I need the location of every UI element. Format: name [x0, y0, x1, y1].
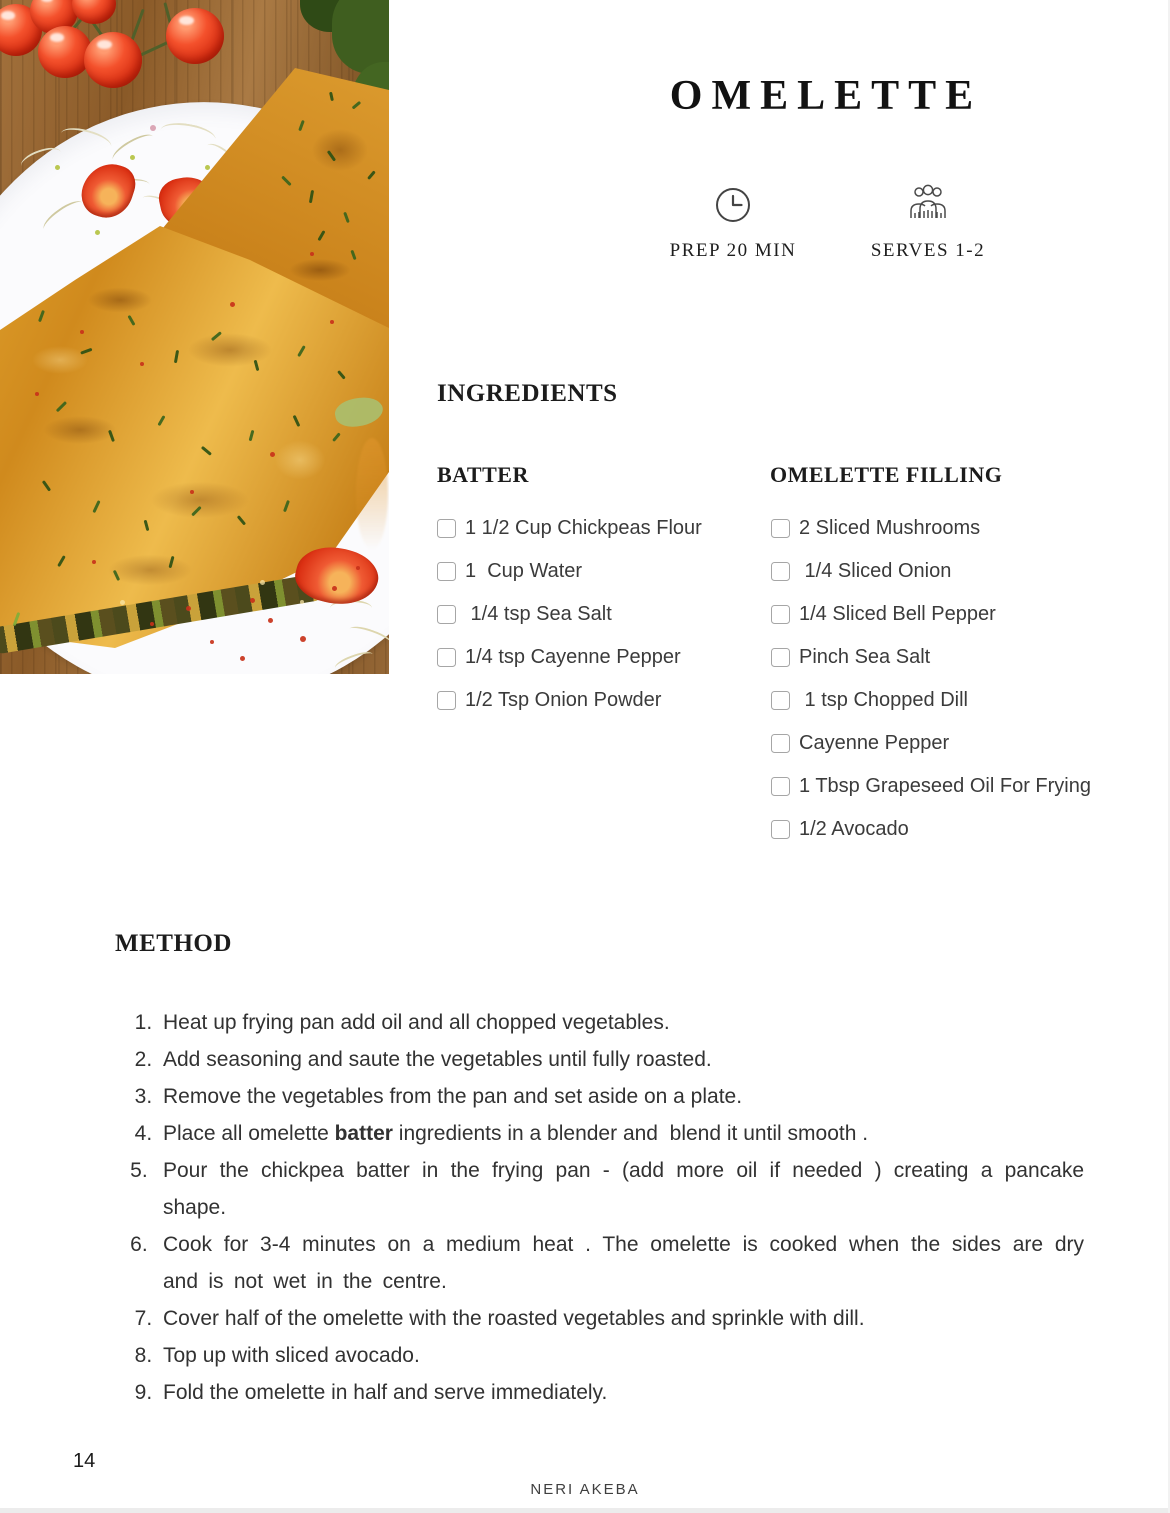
speck-dot [356, 566, 360, 570]
list-item [771, 818, 1166, 841]
dill-speck [80, 348, 92, 354]
ingredient-label: Pinch Sea Salt [799, 646, 931, 668]
ingredient-checkbox[interactable] [771, 648, 790, 667]
prep-time-block [650, 186, 816, 262]
method-step: 7. Cover half of the omelette with the roasted vegetables and sprinkle with dill. [158, 1300, 1084, 1337]
ingredient-label: 1 1/2 Cup Chickpeas Flour [465, 517, 702, 539]
method-step: 9. Fold the omelette in half and serve immediately. [158, 1374, 1084, 1411]
speck-dot [150, 125, 156, 131]
dill-speck [38, 310, 44, 322]
speck-dot [240, 656, 245, 661]
footer-brand: NERI AKEBA [530, 1481, 640, 1498]
list-item [771, 775, 1166, 798]
speck-dot [270, 452, 275, 457]
batter-list [437, 517, 767, 732]
speck-dot [310, 252, 314, 256]
speck-dot [55, 165, 60, 170]
ingredient-checkbox[interactable] [771, 820, 790, 839]
list-item [437, 517, 767, 540]
dill-speck [317, 230, 325, 241]
list-item [771, 732, 1166, 755]
ingredient-checkbox[interactable] [437, 691, 456, 710]
dill-speck [13, 612, 20, 626]
ingredient-label: 1/2 Tsp Onion Powder [465, 689, 662, 711]
method-step: 5. Pour the chickpea batter in the frying pan - (add more oil if needed ) creating a pancake shape. [158, 1152, 1084, 1226]
speck-dot [140, 362, 144, 366]
method-step: 2. Add seasoning and saute the vegetables until fully roasted. [158, 1041, 1084, 1078]
dill-speck [350, 250, 356, 260]
list-item [771, 560, 1166, 583]
recipe-title: OMELETTE [669, 73, 983, 119]
ingredient-label: 1 Tbsp Grapeseed Oil For Frying [799, 775, 1091, 797]
dill-speck [113, 570, 120, 581]
page-edge-bottom [0, 1508, 1170, 1513]
ingredient-checkbox[interactable] [437, 605, 456, 624]
dill-speck [293, 415, 300, 427]
speck-dot [300, 600, 304, 604]
dill-speck [337, 370, 345, 379]
prep-time-label: PREP 20 MIN [669, 240, 797, 261]
list-item [771, 603, 1166, 626]
ingredient-label: 1/4 Sliced Onion [799, 560, 952, 582]
ingredient-checkbox[interactable] [771, 777, 790, 796]
method-step: 1. Heat up frying pan add oil and all chopped vegetables. [158, 1004, 1084, 1041]
method-step: 8. Top up with sliced avocado. [158, 1337, 1084, 1374]
dill-speck [297, 345, 305, 357]
ingredient-label: 1 Cup Water [465, 560, 583, 582]
ingredient-checkbox[interactable] [771, 691, 790, 710]
ingredient-label: 1/4 tsp Sea Salt [465, 603, 612, 625]
list-item [437, 646, 767, 669]
dill-speck [281, 176, 291, 186]
dill-speck [309, 190, 314, 203]
dill-speck [56, 401, 67, 412]
ingredient-checkbox[interactable] [437, 562, 456, 581]
filling-heading: OMELETTE FILLING [770, 462, 1003, 487]
ingredient-label: 1 tsp Chopped Dill [799, 689, 968, 711]
list-item [771, 689, 1166, 712]
speck-dot [120, 600, 125, 605]
method-list [133, 1004, 1084, 1411]
speck-dot [186, 606, 191, 611]
method-step: 4. Place all omelette batter ingredients in a blender and blend it until smooth . [158, 1115, 1084, 1152]
speck-dot [150, 622, 154, 626]
dill-speck [168, 556, 174, 568]
speck-dot [230, 302, 235, 307]
ingredient-checkbox[interactable] [771, 519, 790, 538]
dill-speck [174, 350, 179, 363]
ingredients-heading: INGREDIENTS [437, 380, 618, 407]
method-step: 6. Cook for 3-4 minutes on a medium heat . The omelette is cooked when the sides are dry and is not wet in the centre. [158, 1226, 1084, 1300]
serves-label: SERVES 1-2 [870, 240, 986, 261]
ingredient-label: Cayenne Pepper [799, 732, 950, 754]
dill-speck [283, 500, 289, 512]
list-item [437, 560, 767, 583]
people-icon [905, 184, 951, 224]
dill-speck [327, 150, 336, 161]
recipe-photo [0, 0, 389, 674]
speck-dot [205, 165, 210, 170]
dill-speck [211, 331, 222, 341]
speck-dot [250, 598, 255, 603]
dill-speck [254, 360, 259, 371]
list-item [437, 603, 767, 626]
speck-dot [80, 330, 84, 334]
speck-dot [92, 560, 96, 564]
serves-block [845, 184, 1011, 262]
list-item [437, 689, 767, 712]
clock-icon [714, 186, 752, 224]
dill-speck [157, 415, 165, 426]
ingredient-label: 1/4 Sliced Bell Pepper [799, 603, 996, 625]
ingredient-label: 1/2 Avocado [799, 818, 909, 840]
dill-speck [42, 480, 51, 491]
dill-speck [367, 170, 375, 179]
speck-dot [300, 636, 306, 642]
list-item [771, 646, 1166, 669]
ingredient-checkbox[interactable] [771, 734, 790, 753]
dill-speck [343, 212, 349, 223]
method-step: 3. Remove the vegetables from the pan and set aside on a plate. [158, 1078, 1084, 1115]
ingredient-checkbox[interactable] [771, 562, 790, 581]
speck-dot [260, 580, 265, 585]
page-number: 14 [73, 1450, 96, 1472]
dill-speck [329, 92, 333, 101]
speck-dot [210, 640, 214, 644]
list-item [771, 517, 1166, 540]
method-heading: METHOD [115, 930, 232, 957]
speck-dot [330, 320, 334, 324]
batter-heading: BATTER [437, 462, 529, 487]
speck-dot [332, 586, 337, 591]
dill-speck [352, 101, 361, 109]
dill-speck [298, 120, 304, 131]
speck-dot [190, 490, 194, 494]
dill-speck [332, 432, 340, 441]
ingredient-checkbox[interactable] [771, 605, 790, 624]
speck-dot [95, 230, 100, 235]
dill-speck [144, 520, 149, 531]
speck-dot [130, 155, 135, 160]
speck-dot [268, 618, 273, 623]
dill-speck [127, 315, 135, 326]
dill-speck [249, 430, 254, 441]
ingredient-checkbox[interactable] [437, 519, 456, 538]
ingredient-label: 1/4 tsp Cayenne Pepper [465, 646, 681, 668]
dill-speck [57, 555, 65, 567]
filling-list [771, 517, 1166, 861]
dill-speck [108, 430, 114, 442]
dill-speck [237, 515, 246, 525]
dill-speck [92, 500, 100, 513]
speck-dot [35, 392, 39, 396]
dill-speck [201, 446, 212, 456]
ingredient-label: 2 Sliced Mushrooms [799, 517, 981, 539]
dill-speck [191, 506, 201, 516]
ingredient-checkbox[interactable] [437, 648, 456, 667]
